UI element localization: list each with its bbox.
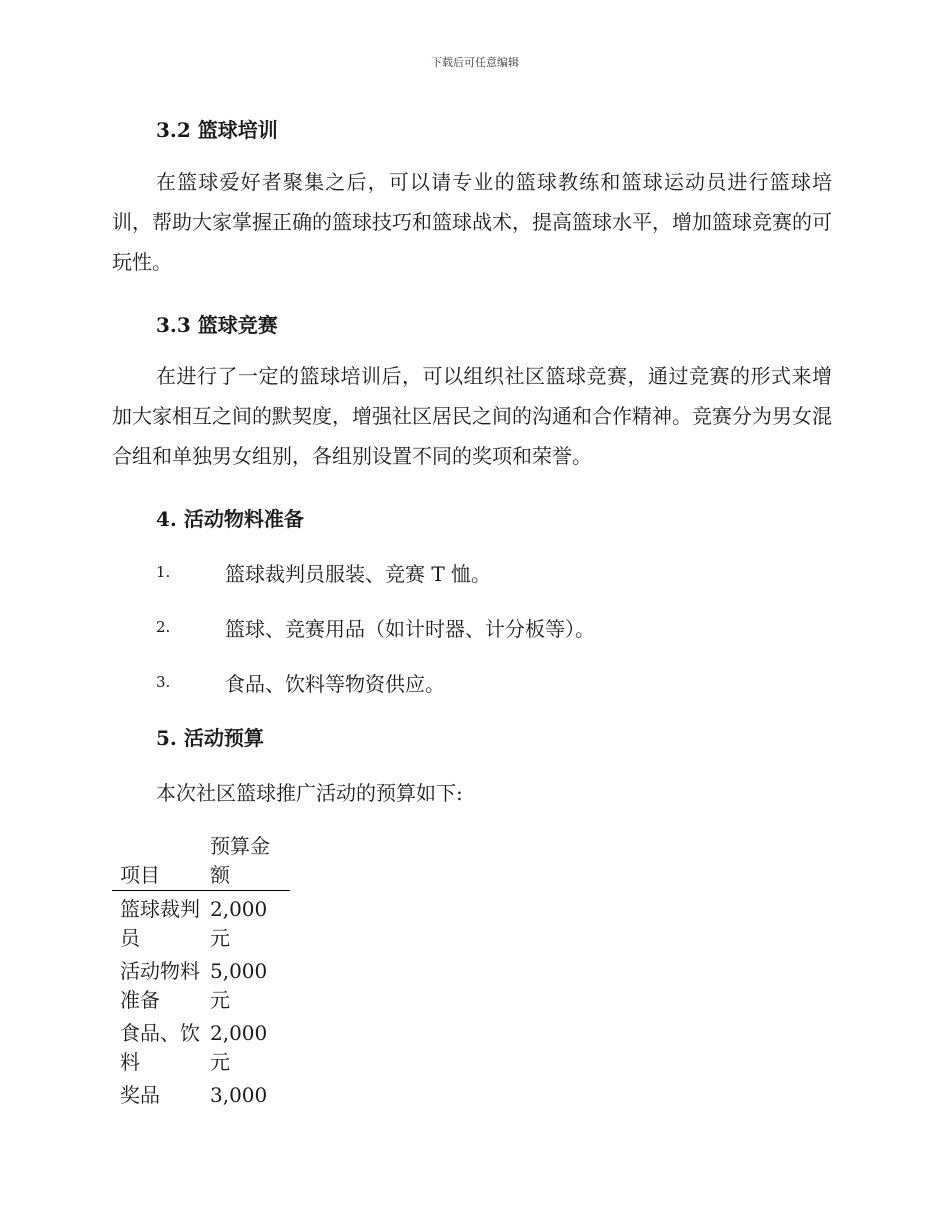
table-cell-item: 篮球裁判员 (120, 897, 200, 950)
table-header-row (112, 832, 290, 891)
table-cell-amount: 3,000 (210, 1083, 268, 1107)
section-paragraph-3-3: 在进行了一定的篮球培训后，可以组织社区篮球竞赛，通过竞赛的形式来增加大家相互之间的默契度，增强社区居民之间的沟通和合作精神。竞赛分为男女混合组和单独男女组别，各组别设置不同的奖项和荣誉。 (112, 364, 832, 468)
table-cell-amount: 2,000 元 (210, 1021, 268, 1074)
table-row (112, 891, 290, 958)
table-cell-item: 奖品 (120, 1083, 160, 1107)
budget-table (112, 832, 290, 1114)
list-item-2: 篮球、竞赛用品（如计时器、计分板等）。 (225, 617, 595, 641)
list-number-2: 2. (156, 618, 171, 636)
section-heading-3-3: 3.3 篮球竞赛 (156, 313, 278, 337)
table-row (112, 1019, 290, 1081)
list-item-3: 食品、饮料等物资供应。 (225, 672, 445, 696)
table-cell-amount: 2,000 元 (210, 897, 268, 950)
section-heading-4: 4. 活动物料准备 (156, 507, 304, 531)
table-row (112, 1081, 290, 1114)
table-cell-amount: 5,000 元 (210, 959, 268, 1012)
page-header: 下载后可任意编辑 (431, 56, 519, 69)
column-header-item: 项目 (120, 863, 160, 887)
budget-intro: 本次社区篮球推广活动的预算如下: (156, 781, 463, 805)
table-cell-item: 活动物料准备 (120, 959, 200, 1012)
section-paragraph-3-2: 在篮球爱好者聚集之后，可以请专业的篮球教练和篮球运动员进行篮球培训，帮助大家掌握正确的篮球技巧和篮球战术，提高篮球水平，增加篮球竞赛的可玩性。 (112, 170, 832, 274)
section-heading-3-2: 3.2 篮球培训 (156, 118, 278, 142)
list-item-1: 篮球裁判员服装、竞赛 T 恤。 (225, 562, 492, 586)
column-header-amount: 预算金额 (210, 834, 270, 887)
table-row (112, 957, 290, 1019)
table-cell-item: 食品、饮料 (120, 1021, 200, 1074)
section-heading-5: 5. 活动预算 (156, 726, 264, 750)
list-number-3: 3. (156, 673, 171, 691)
list-number-1: 1. (156, 563, 171, 581)
